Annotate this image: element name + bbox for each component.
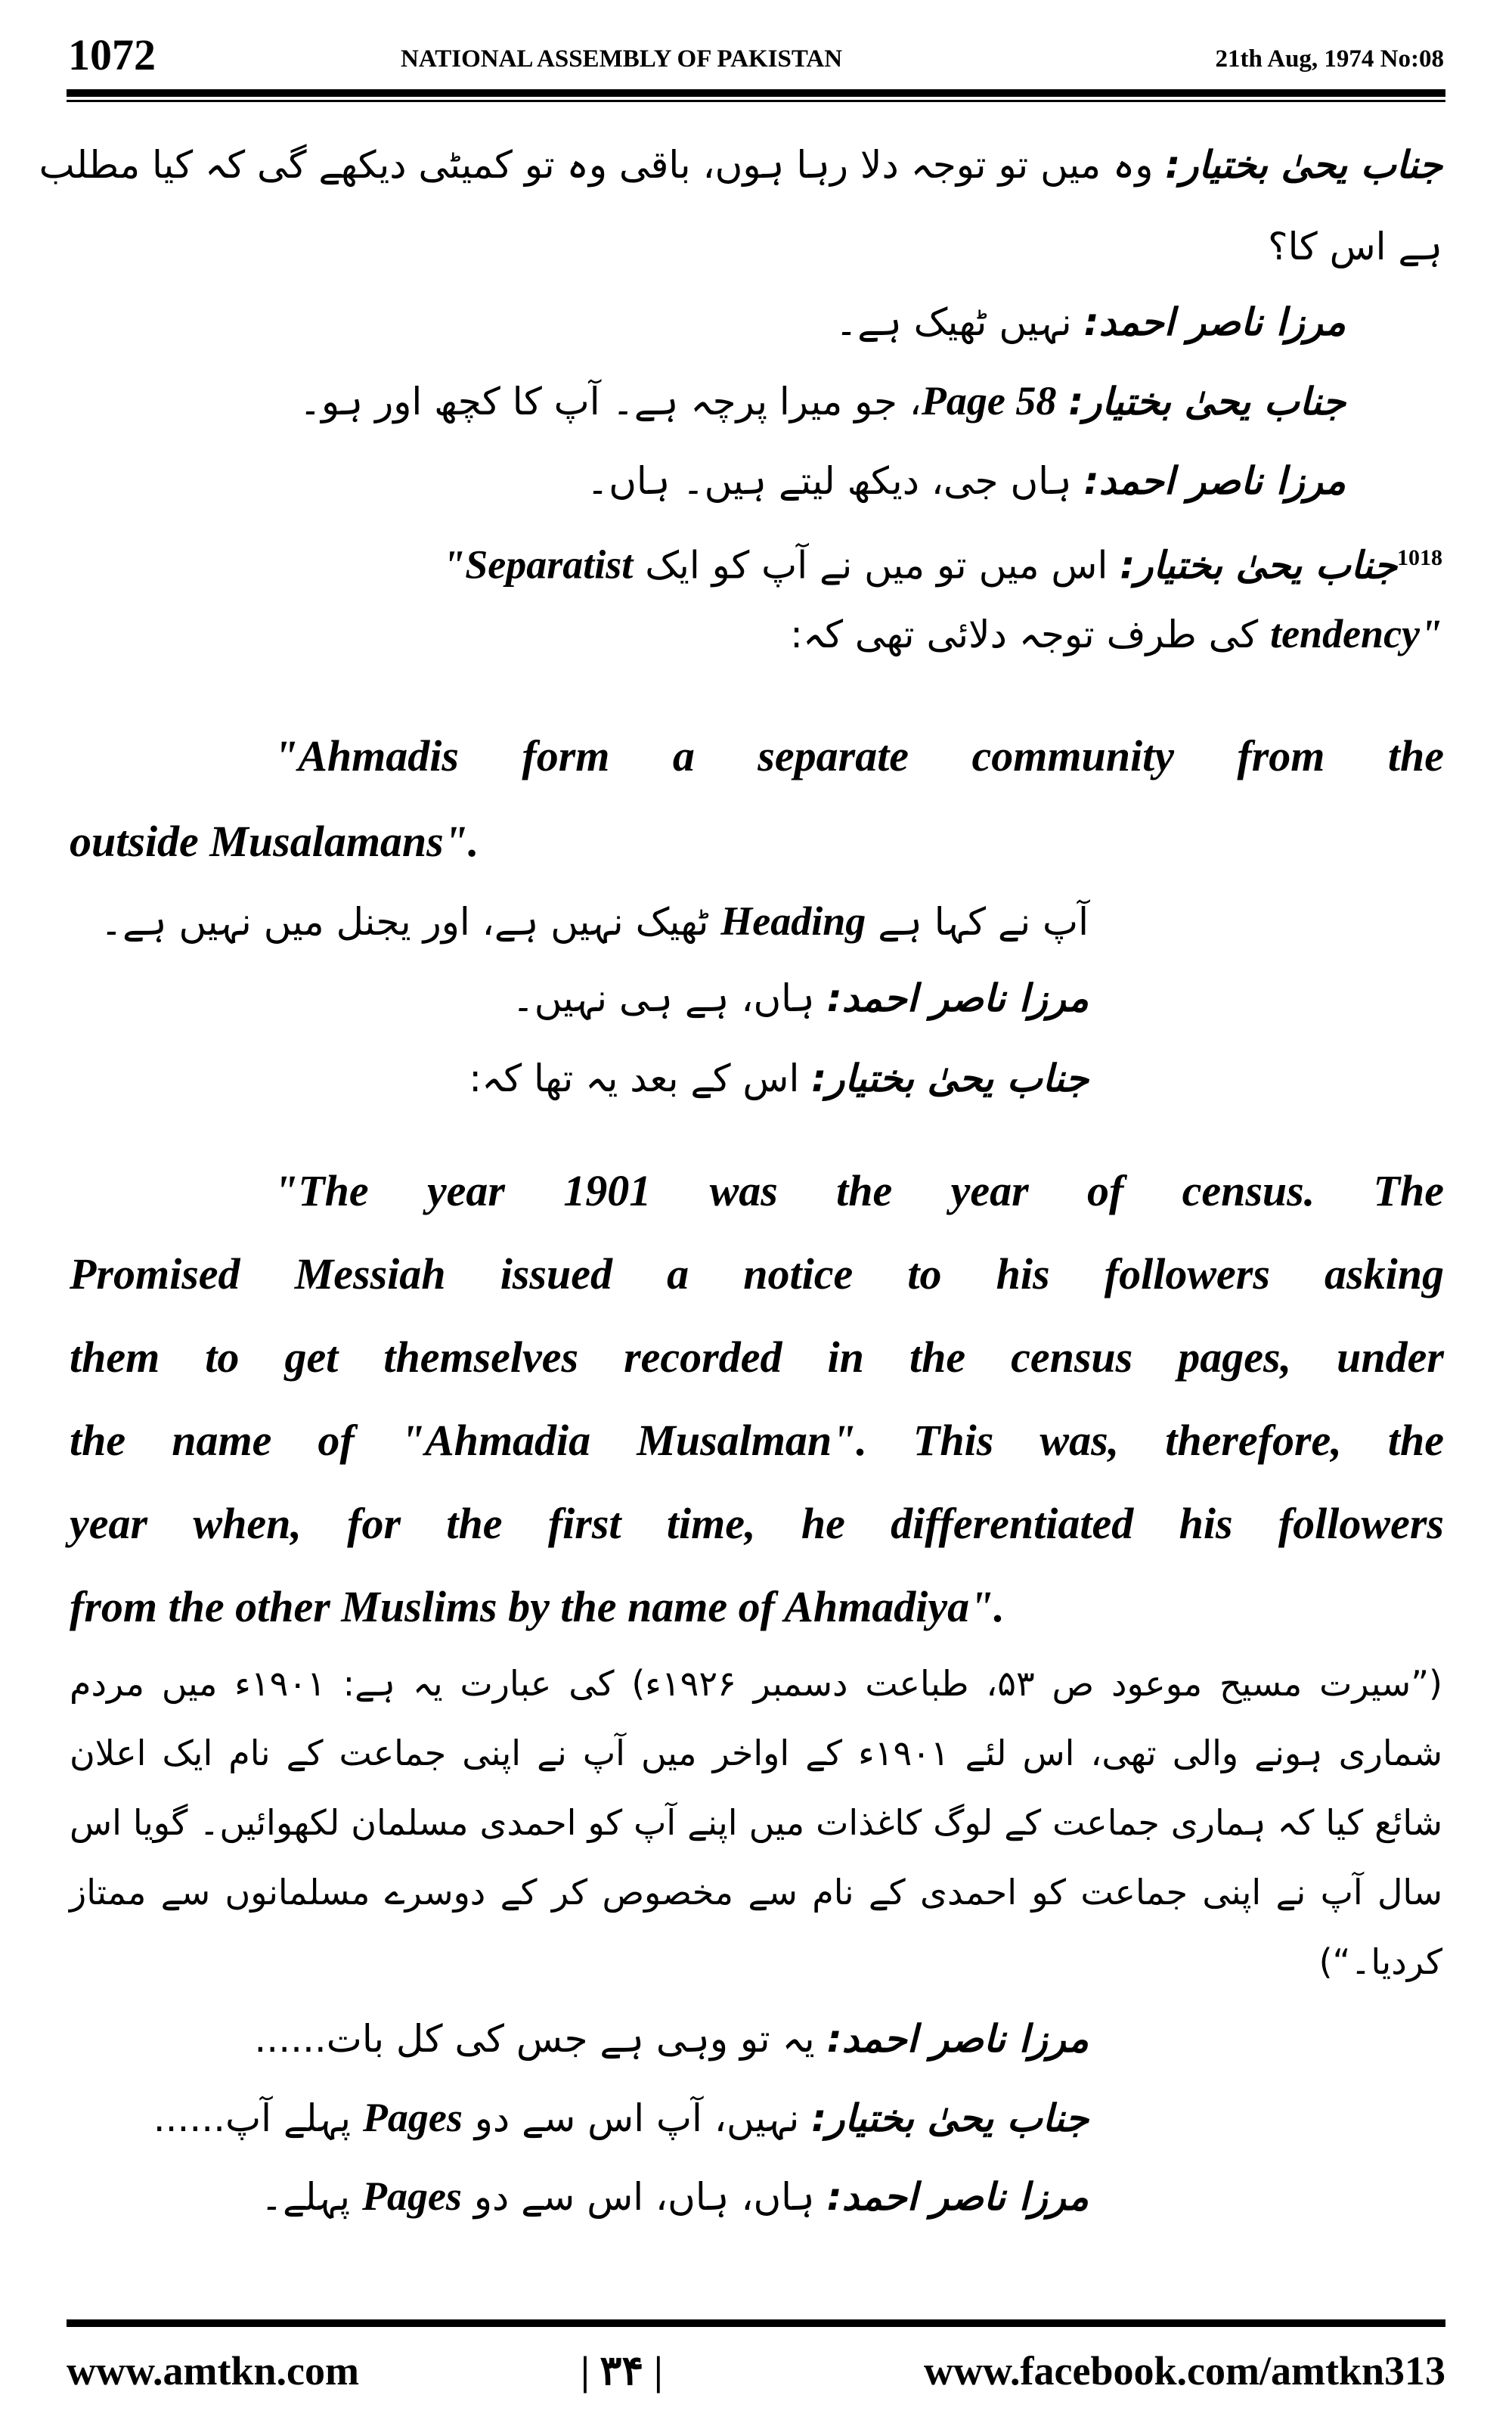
dialogue-line: [442, 522, 1442, 602]
line-text: ہاں، ہے ہی نہیں۔: [512, 976, 815, 1020]
english-term: Heading: [720, 898, 866, 944]
dialogue-line: [39, 129, 1442, 201]
quote-line: "Ahmadis form a separate community from the: [274, 731, 1444, 780]
line-text: ہے اس کا؟: [1268, 225, 1442, 268]
quote-line: "The year 1901 was the year of census. The: [274, 1166, 1444, 1215]
urdu-paragraph-line: سال آپ نے اپنی جماعت کو احمدی کے نام سے مخصوص کر کے دوسرے مسلمانوں سے ممتاز: [70, 1872, 1442, 1913]
page-reference: Page 58: [921, 378, 1057, 424]
line-text: ہاں جی، دیکھ لیتے ہیں۔ ہاں۔: [586, 459, 1072, 503]
english-term: "Separatist: [442, 541, 634, 588]
speaker-name: مرزا ناصر احمد:: [1083, 459, 1346, 503]
dialogue-line: [469, 1042, 1089, 1115]
website-link[interactable]: www.amtkn.com: [67, 2348, 359, 2394]
speaker-name: مرزا ناصر احمد:: [826, 2175, 1089, 2219]
header-date: 21th Aug, 1974 No:08: [1215, 45, 1444, 73]
line-text: آپ نے کہا ہے: [878, 900, 1089, 944]
line-text: یہ تو وہی ہے جس کی کل بات......: [254, 2017, 815, 2061]
speaker-name: جناب یحیٰ بختیار:: [811, 1056, 1089, 1100]
dialogue-line: [261, 2160, 1089, 2233]
line-text: وہ میں تو توجہ دلا رہا ہوں، باقی وہ تو کمیٹی دیکھے گی کہ کیا مطلب: [39, 143, 1154, 187]
urdu-paragraph-line: (”سیرت مسیح موعود ص ۵۳، طباعت دسمبر ۱۹۲۶ء) کی عبارت یہ ہے: ۱۹۰۱ء میں مردم: [70, 1663, 1442, 1704]
line-text: ہاں، ہاں، اس سے دو: [473, 2175, 815, 2219]
header-rule-thin: [67, 100, 1445, 102]
speaker-name: جناب یحیٰ بختیار:: [1165, 143, 1442, 187]
urdu-paragraph-line: شماری ہونے والی تھی، اس لئے ۱۹۰۱ء کے اواخر میں آپ نے اپنی جماعت کے نام ایک اعلان: [70, 1733, 1443, 1773]
speaker-name: جناب یحیٰ بختیار:: [1120, 543, 1397, 588]
dialogue-line: [587, 445, 1346, 517]
line-text: پہلے آپ......: [153, 2096, 351, 2140]
dialogue-line: [101, 885, 1089, 958]
footer-page-number: | ۳۴ |: [581, 2348, 663, 2394]
dialogue-line: [1268, 210, 1442, 283]
english-term: Pages: [362, 2095, 463, 2140]
line-text: نہیں ٹھیک ہے۔: [835, 300, 1072, 344]
quote-line: outside Musalamans".: [70, 817, 479, 866]
dialogue-line: [299, 365, 1346, 438]
english-term: Pages: [361, 2173, 462, 2219]
dialogue-line: [254, 2003, 1089, 2075]
line-text: ٹھیک نہیں ہے، اور یجنل میں نہیں ہے۔: [100, 900, 709, 944]
page-footer: [67, 2344, 1445, 2397]
speaker-name: جناب یحیٰ بختیار:: [811, 2096, 1089, 2140]
facebook-link[interactable]: www.facebook.com/amtkn313: [924, 2348, 1445, 2394]
speaker-name: مرزا ناصر احمد:: [1083, 300, 1346, 344]
speaker-name: جناب یحیٰ بختیار:: [1068, 380, 1346, 424]
line-text: پہلے۔: [260, 2175, 351, 2219]
quote-line: the name of "Ahmadia Musalman". This was, therefore, the: [70, 1416, 1444, 1465]
urdu-paragraph-line: کردیا۔“): [1318, 1941, 1442, 1982]
speaker-name: مرزا ناصر احمد:: [826, 976, 1089, 1020]
quote-line: them to get themselves recorded in the census pages, under: [70, 1333, 1444, 1382]
line-text: اس کے بعد یہ تھا کہ:: [469, 1056, 800, 1100]
dialogue-line: [790, 597, 1442, 671]
urdu-paragraph-line: شائع کیا کہ ہماری جماعت کے لوگ کاغذات میں اپنے آپ کو احمدی مسلمان لکھوائیں۔ گویا اس: [70, 1802, 1442, 1843]
line-text: کی طرف توجہ دلائی تھی کہ:: [790, 613, 1259, 656]
page-number: 1072: [68, 30, 156, 79]
reference-number: 1018: [1397, 545, 1442, 570]
line-text: نہیں، آپ اس سے دو: [474, 2096, 800, 2140]
english-term: tendency": [1270, 611, 1442, 656]
speaker-name: مرزا ناصر احمد:: [826, 2017, 1089, 2061]
line-text: ، جو میرا پرچہ ہے۔ آپ کا کچھ اور ہو۔: [299, 380, 922, 424]
dialogue-line: [153, 2081, 1089, 2155]
page-header: [68, 29, 1444, 82]
dialogue-line: [512, 962, 1089, 1035]
quote-line: year when, for the first time, he differentiated his followers: [70, 1499, 1444, 1548]
quote-line: Promised Messiah issued a notice to his followers asking: [70, 1249, 1444, 1298]
header-title: NATIONAL ASSEMBLY OF PAKISTAN: [401, 45, 843, 73]
line-text: اس میں تو میں نے آپ کو ایک: [645, 543, 1108, 588]
header-rule: [67, 89, 1445, 97]
footer-rule: [67, 2319, 1445, 2327]
quote-line: from the other Muslims by the name of Ahmadiya".: [70, 1582, 1005, 1631]
dialogue-line: [835, 286, 1346, 358]
